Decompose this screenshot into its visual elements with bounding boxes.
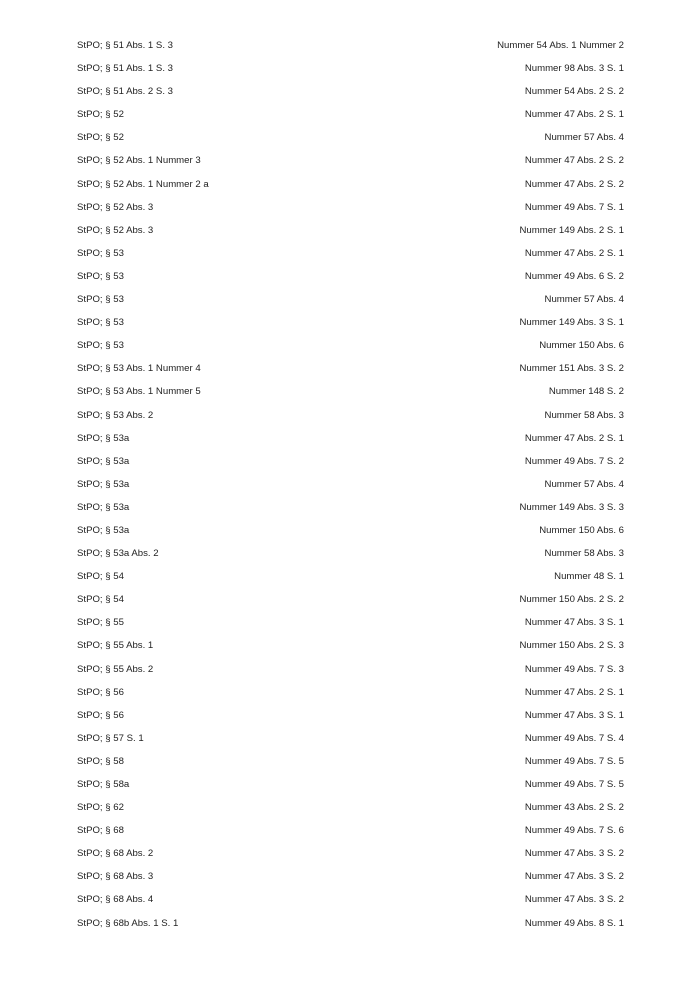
statute-reference: StPO; § 68b Abs. 1 S. 1 bbox=[77, 917, 179, 929]
statute-reference: StPO; § 54 bbox=[77, 571, 124, 583]
statute-reference: StPO; § 53 bbox=[77, 247, 124, 259]
statute-reference: StPO; § 55 bbox=[77, 617, 124, 629]
statute-reference: StPO; § 68 Abs. 3 bbox=[77, 871, 154, 883]
statute-reference: StPO; § 53a bbox=[77, 455, 130, 467]
table-row bbox=[77, 34, 624, 57]
statute-reference: StPO; § 68 Abs. 4 bbox=[77, 894, 154, 906]
table-row bbox=[77, 819, 624, 842]
table-row bbox=[77, 658, 624, 681]
table-row bbox=[77, 912, 624, 935]
statute-reference: StPO; § 51 Abs. 1 S. 3 bbox=[77, 63, 173, 75]
rule-reference: Nummer 54 Abs. 1 Nummer 2 bbox=[497, 40, 624, 51]
table-row bbox=[77, 334, 624, 357]
statute-reference: StPO; § 53 Abs. 1 Nummer 5 bbox=[77, 386, 201, 398]
table-row bbox=[77, 57, 624, 80]
table-row bbox=[77, 773, 624, 796]
rule-reference: Nummer 57 Abs. 4 bbox=[544, 132, 624, 144]
statute-reference: StPO; § 53a bbox=[77, 501, 130, 513]
statute-reference: StPO; § 53a Abs. 2 bbox=[77, 548, 159, 560]
table-row bbox=[77, 450, 624, 473]
statute-reference: StPO; § 56 bbox=[77, 709, 124, 721]
rule-reference: Nummer 150 Abs. 6 bbox=[539, 340, 624, 352]
table-row bbox=[77, 611, 624, 634]
table-row bbox=[77, 727, 624, 750]
table-row bbox=[77, 103, 624, 126]
rule-reference: Nummer 150 Abs. 2 S. 2 bbox=[519, 594, 624, 606]
rule-reference: Nummer 98 Abs. 3 S. 1 bbox=[524, 63, 624, 75]
statute-reference: StPO; § 68 Abs. 2 bbox=[77, 848, 154, 860]
statute-reference: StPO; § 52 Abs. 3 bbox=[77, 201, 154, 213]
table-row bbox=[77, 311, 624, 334]
table-row bbox=[77, 634, 624, 657]
statute-reference: StPO; § 55 Abs. 1 bbox=[77, 640, 154, 652]
rule-reference: Nummer 150 Abs. 6 bbox=[539, 524, 624, 536]
rule-reference: Nummer 57 Abs. 4 bbox=[544, 478, 624, 490]
table-row bbox=[77, 565, 624, 588]
statute-reference: StPO; § 57 S. 1 bbox=[77, 732, 144, 744]
statute-reference: StPO; § 53a bbox=[77, 478, 130, 490]
table-row bbox=[77, 288, 624, 311]
rule-reference: Nummer 49 Abs. 7 S. 5 bbox=[524, 755, 624, 767]
table-row bbox=[77, 865, 624, 888]
table-row bbox=[77, 542, 624, 565]
rule-reference: Nummer 57 Abs. 4 bbox=[544, 294, 624, 306]
table-row bbox=[77, 496, 624, 519]
statute-reference: StPO; § 53 bbox=[77, 340, 124, 352]
rule-reference: Nummer 149 Abs. 2 S. 1 bbox=[519, 224, 624, 236]
rule-reference: Nummer 58 Abs. 3 bbox=[544, 409, 624, 421]
table-row bbox=[77, 242, 624, 265]
statute-reference: StPO; § 55 Abs. 2 bbox=[77, 663, 154, 675]
rule-reference: Nummer 49 Abs. 7 S. 6 bbox=[524, 825, 624, 837]
statute-reference: StPO; § 68 bbox=[77, 825, 124, 837]
table-row bbox=[77, 842, 624, 865]
table-row bbox=[77, 404, 624, 427]
statute-reference: StPO; § 53 bbox=[77, 317, 124, 329]
statute-reference: StPO; § 54 bbox=[77, 594, 124, 606]
statute-reference: StPO; § 52 Abs. 1 Nummer 3 bbox=[77, 155, 201, 167]
rule-reference: Nummer 49 Abs. 7 S. 3 bbox=[524, 663, 624, 675]
statute-reference: StPO; § 51 Abs. 1 S. 3 bbox=[77, 40, 173, 51]
statute-reference: StPO; § 53a bbox=[77, 524, 130, 536]
rule-reference: Nummer 149 Abs. 3 S. 1 bbox=[519, 317, 624, 329]
table-row bbox=[77, 796, 624, 819]
table-row bbox=[77, 750, 624, 773]
rule-reference: Nummer 47 Abs. 2 S. 2 bbox=[524, 178, 624, 190]
statute-reference: StPO; § 58a bbox=[77, 779, 130, 790]
statute-reference: StPO; § 53a bbox=[77, 432, 130, 444]
rule-reference: Nummer 47 Abs. 2 S. 1 bbox=[524, 432, 624, 444]
rule-reference: Nummer 150 Abs. 2 S. 3 bbox=[519, 640, 624, 652]
statute-reference: StPO; § 53 bbox=[77, 270, 124, 282]
rule-reference: Nummer 48 S. 1 bbox=[554, 571, 624, 583]
statute-reference: StPO; § 53 Abs. 2 bbox=[77, 409, 154, 421]
table-row bbox=[77, 219, 624, 242]
statute-reference: StPO; § 52 Abs. 3 bbox=[77, 224, 154, 236]
table-row bbox=[77, 473, 624, 496]
table-row bbox=[77, 149, 624, 172]
table-row bbox=[77, 519, 624, 542]
rule-reference: Nummer 49 Abs. 7 S. 4 bbox=[524, 732, 624, 744]
rule-reference: Nummer 148 S. 2 bbox=[548, 386, 624, 398]
rule-reference: Nummer 58 Abs. 3 bbox=[544, 548, 624, 560]
rule-reference: Nummer 43 Abs. 2 S. 2 bbox=[524, 802, 624, 814]
statute-reference: StPO; § 53 Abs. 1 Nummer 4 bbox=[77, 363, 201, 375]
table-row bbox=[77, 588, 624, 611]
rule-reference: Nummer 49 Abs. 7 S. 5 bbox=[524, 779, 624, 790]
rule-reference: Nummer 47 Abs. 2 S. 1 bbox=[524, 109, 624, 121]
rule-reference: Nummer 47 Abs. 2 S. 1 bbox=[524, 686, 624, 698]
statute-reference: StPO; § 52 bbox=[77, 109, 124, 121]
statute-reference: StPO; § 56 bbox=[77, 686, 124, 698]
statute-reference: StPO; § 52 bbox=[77, 132, 124, 144]
statute-reference: StPO; § 52 Abs. 1 Nummer 2 a bbox=[77, 178, 209, 190]
statute-reference: StPO; § 58 bbox=[77, 755, 124, 767]
rule-reference: Nummer 54 Abs. 2 S. 2 bbox=[524, 86, 624, 98]
table-row bbox=[77, 196, 624, 219]
rule-reference: Nummer 47 Abs. 3 S. 1 bbox=[524, 709, 624, 721]
table-row bbox=[77, 681, 624, 704]
rule-reference: Nummer 49 Abs. 7 S. 2 bbox=[524, 455, 624, 467]
rule-reference: Nummer 47 Abs. 2 S. 1 bbox=[524, 247, 624, 259]
table-row bbox=[77, 80, 624, 103]
statute-reference: StPO; § 53 bbox=[77, 294, 124, 306]
rule-reference: Nummer 151 Abs. 3 S. 2 bbox=[519, 363, 624, 375]
reference-table bbox=[77, 34, 624, 935]
rule-reference: Nummer 47 Abs. 3 S. 2 bbox=[524, 894, 624, 906]
table-row bbox=[77, 173, 624, 196]
table-row bbox=[77, 357, 624, 380]
table-row bbox=[77, 380, 624, 403]
table-row bbox=[77, 888, 624, 911]
rule-reference: Nummer 47 Abs. 3 S. 2 bbox=[524, 848, 624, 860]
rule-reference: Nummer 47 Abs. 3 S. 2 bbox=[524, 871, 624, 883]
rule-reference: Nummer 49 Abs. 6 S. 2 bbox=[524, 270, 624, 282]
table-row bbox=[77, 704, 624, 727]
rule-reference: Nummer 47 Abs. 3 S. 1 bbox=[524, 617, 624, 629]
rule-reference: Nummer 47 Abs. 2 S. 2 bbox=[524, 155, 624, 167]
statute-reference: StPO; § 51 Abs. 2 S. 3 bbox=[77, 86, 173, 98]
rule-reference: Nummer 49 Abs. 8 S. 1 bbox=[524, 917, 624, 929]
table-row bbox=[77, 427, 624, 450]
rule-reference: Nummer 149 Abs. 3 S. 3 bbox=[519, 501, 624, 513]
table-row bbox=[77, 126, 624, 149]
table-row bbox=[77, 265, 624, 288]
statute-reference: StPO; § 62 bbox=[77, 802, 124, 814]
rule-reference: Nummer 49 Abs. 7 S. 1 bbox=[524, 201, 624, 213]
